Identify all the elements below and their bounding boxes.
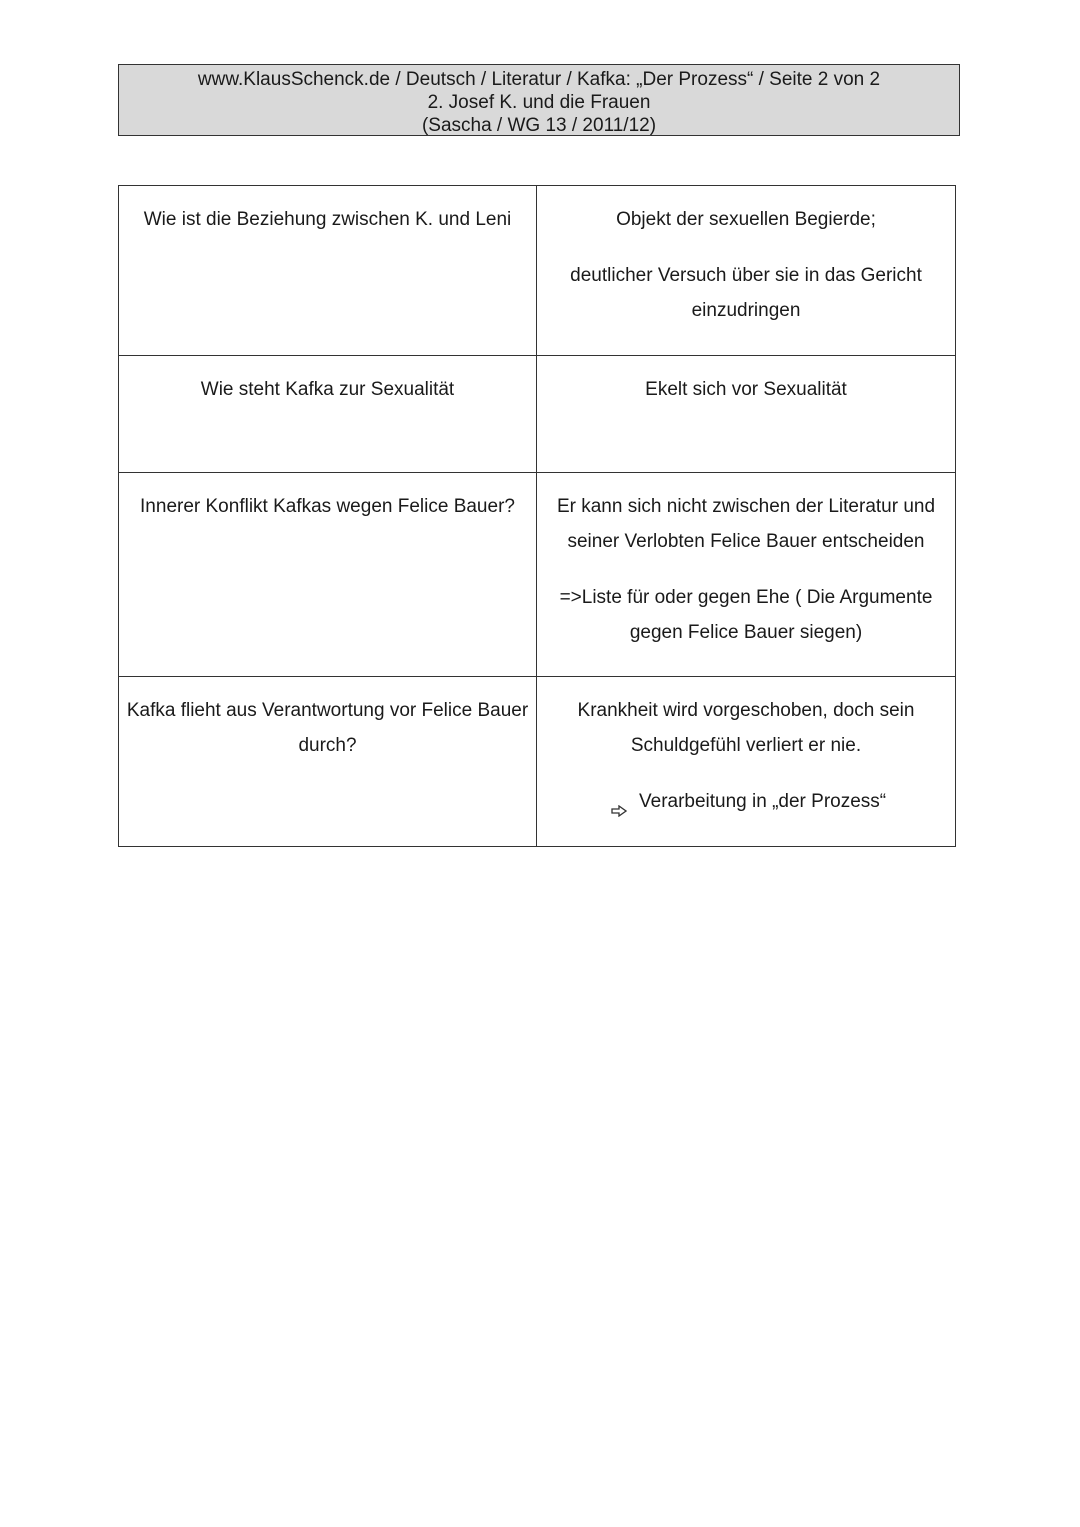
question-text: Innerer Konflikt Kafkas wegen Felice Bauer? xyxy=(140,496,515,517)
answer-text: Ekelt sich vor Sexualität xyxy=(645,379,847,400)
answer-text: deutlicher Versuch über sie in das Gericht einzudringen xyxy=(570,265,922,321)
question-cell xyxy=(119,473,537,677)
table-row xyxy=(119,677,956,847)
question-text: Kafka flieht aus Verantwortung vor Felice Bauer durch? xyxy=(126,700,529,756)
table-row xyxy=(119,473,956,677)
document-header xyxy=(118,64,960,136)
question-cell xyxy=(119,186,537,356)
answer-cell xyxy=(537,473,956,677)
arrow-item-text: Verarbeitung in „der Prozess“ xyxy=(639,791,887,812)
header-author: (Sascha / WG 13 / 2011/12) xyxy=(421,115,657,136)
header-source-line: www.KlausSchenck.de / Deutsch / Literatur / Kafka: „Der Prozess“ / Seite 2 von 2 xyxy=(197,69,881,90)
answer-text: =>Liste für oder gegen Ehe ( Die Argumente gegen Felice Bauer siegen) xyxy=(559,587,933,643)
question-cell xyxy=(119,356,537,473)
header-title: 2. Josef K. und die Frauen xyxy=(427,92,651,113)
answer-text: Krankheit wird vorgeschoben, doch sein Schuldgefühl verliert er nie. xyxy=(577,700,915,756)
question-answer-table xyxy=(118,185,956,847)
table-row xyxy=(119,356,956,473)
question-text: Wie ist die Beziehung zwischen K. und Leni xyxy=(143,209,512,230)
question-text: Wie steht Kafka zur Sexualität xyxy=(200,379,455,400)
right-arrow-icon xyxy=(611,794,627,806)
table-row xyxy=(119,186,956,356)
answer-cell xyxy=(537,356,956,473)
answer-text: Er kann sich nicht zwischen der Literatur und seiner Verlobten Felice Bauer entscheiden xyxy=(556,496,936,552)
answer-cell xyxy=(537,677,956,847)
answer-cell xyxy=(537,186,956,356)
question-cell xyxy=(119,677,537,847)
answer-text: Objekt der sexuellen Begierde; xyxy=(616,209,876,230)
arrow-bullet-item xyxy=(543,784,949,819)
